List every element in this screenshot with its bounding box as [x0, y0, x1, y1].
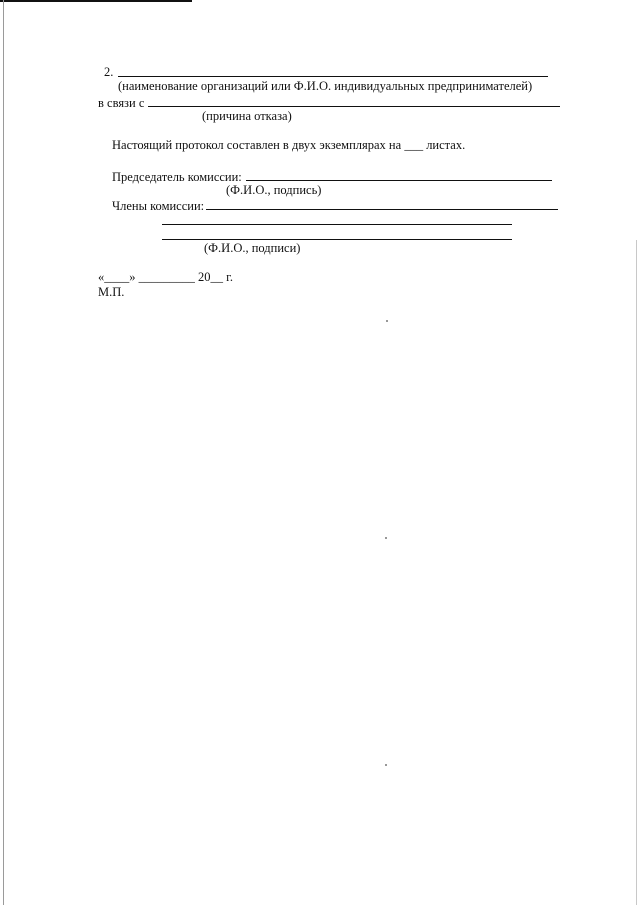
- scan-speck: [385, 764, 387, 766]
- org-name-field-line[interactable]: [118, 76, 548, 77]
- scan-speck: [385, 537, 387, 539]
- scan-edge-left: [3, 0, 4, 905]
- date-day-blank[interactable]: «____»: [98, 270, 136, 284]
- date-line: [98, 271, 233, 284]
- protocol-text-after: листах.: [426, 138, 466, 152]
- reason-field-line[interactable]: [148, 106, 560, 107]
- org-name-caption: (наименование организаций или Ф.И.О. индивидуальных предпринимателей): [118, 79, 533, 93]
- members-field-line[interactable]: [206, 209, 558, 210]
- reason-label: в связи с: [98, 96, 145, 110]
- scan-speck: [386, 320, 388, 322]
- scan-edge-right: [636, 240, 637, 905]
- date-month-blank[interactable]: _________: [138, 270, 195, 284]
- members-field-line-3[interactable]: [162, 239, 512, 240]
- date-year-prefix: 20: [198, 270, 211, 284]
- chairman-label: Председатель комиссии:: [112, 170, 242, 184]
- stamp-place-label: М.П.: [98, 285, 125, 299]
- scan-edge-top: [0, 0, 192, 2]
- reason-caption: (причина отказа): [202, 109, 292, 123]
- members-caption: (Ф.И.О., подписи): [204, 241, 301, 255]
- sheets-count-blank[interactable]: ___: [404, 138, 424, 152]
- item-number: 2.: [104, 65, 114, 79]
- protocol-statement: [112, 139, 465, 152]
- date-year-blank[interactable]: __: [210, 270, 223, 284]
- chairman-caption: (Ф.И.О., подпись): [226, 183, 322, 197]
- members-field-line-2[interactable]: [162, 224, 512, 225]
- date-year-suffix: г.: [226, 270, 233, 284]
- chairman-field-line[interactable]: [246, 180, 552, 181]
- members-label: Члены комиссии:: [112, 199, 205, 213]
- protocol-text-before: Настоящий протокол составлен в двух экземплярах на: [112, 138, 402, 152]
